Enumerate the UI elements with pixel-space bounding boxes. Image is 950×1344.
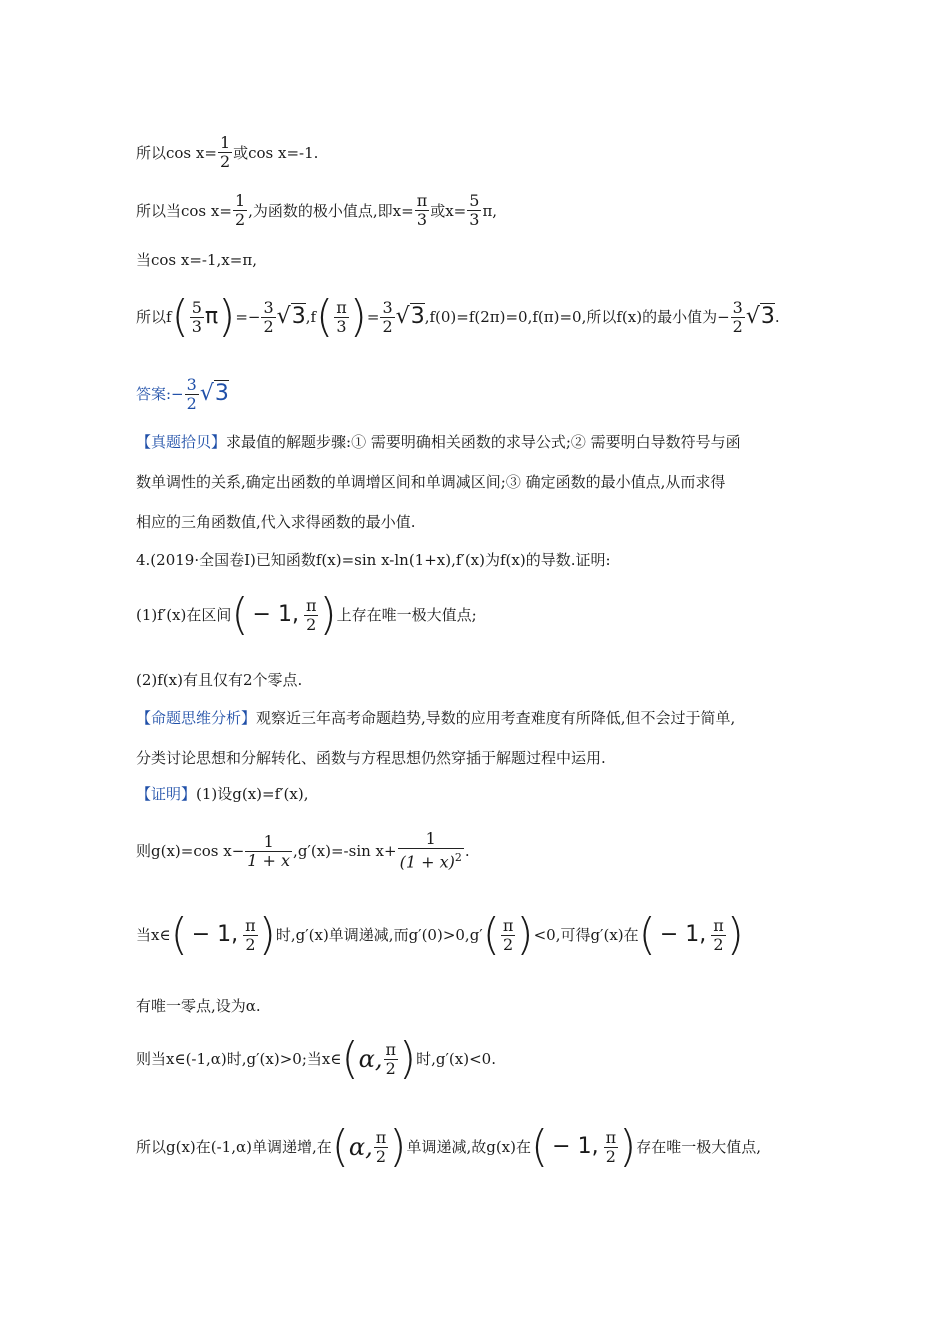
- text: ,g′(x)=-sin x+: [293, 842, 397, 860]
- fraction: $\frac{3}{2}$: [186, 374, 197, 413]
- fraction: $\frac{5}{3}$: [469, 191, 480, 229]
- text: 4.(2019·全国卷Ⅰ)已知函数f(x)=sin x-ln(1+x),f′(x)为f(x)的导数.证明:: [136, 551, 611, 569]
- text: 上存在唯一极大值点;: [336, 606, 477, 624]
- left-paren: (: [531, 1121, 549, 1172]
- text: .: [774, 308, 780, 326]
- right-paren: ): [218, 291, 236, 342]
- right-paren: ): [258, 909, 276, 960]
- text: 单调递减,故g(x)在: [406, 1138, 531, 1156]
- left-paren: (: [316, 291, 334, 342]
- proof-line-2: [136, 826, 850, 876]
- text: 时,g′(x)<0.: [416, 1050, 496, 1068]
- line-1: [136, 134, 850, 171]
- text: ,f(0)=f(2π)=0,f(π)=0,所以f(x)的最小值为−: [424, 308, 730, 326]
- alpha-symbol: α,: [358, 1045, 383, 1073]
- text: <0,可得g′(x)在: [533, 926, 639, 944]
- text: 当x∈: [136, 926, 171, 944]
- fraction: $\frac{\pi}{2}$: [245, 915, 256, 954]
- text: 所以f: [136, 308, 172, 326]
- right-paren: ): [726, 909, 744, 960]
- left-paren: (: [171, 291, 189, 342]
- fraction: $\frac{\pi}{3}$: [416, 191, 428, 229]
- sqrt: √3: [395, 304, 425, 329]
- text: 分类讨论思想和分解转化、函数与方程思想仍然穿插于解题过程中运用.: [136, 749, 606, 767]
- text: =: [366, 308, 380, 326]
- interval-start: − 1,: [252, 602, 299, 627]
- proof-tag: 【证明】: [136, 785, 197, 803]
- sqrt: √3: [276, 304, 306, 329]
- fraction: $\frac{3}{2}$: [382, 297, 393, 336]
- fraction: $\frac{1}{1 + x}$: [247, 831, 291, 870]
- text: 存在唯一极大值点,: [636, 1138, 762, 1156]
- text: (1)设g(x)=f′(x),: [196, 785, 309, 803]
- fraction: $\frac{\pi}{2}$: [713, 915, 724, 954]
- fraction: $\frac{1}{2}$: [219, 133, 231, 171]
- right-paren: ): [389, 1121, 407, 1172]
- tip-line-1: [136, 430, 850, 454]
- text: π,: [482, 201, 498, 220]
- analysis-line-1: [136, 706, 850, 730]
- interval-start: − 1,: [191, 922, 239, 947]
- proof-line-1: [136, 782, 850, 806]
- interval-start: − 1,: [552, 1134, 599, 1159]
- text: 观察近三年高考命题趋势,导数的应用考查难度有所降低,但不会过于简单,: [256, 709, 736, 727]
- question-4: [136, 548, 850, 572]
- fraction: $\frac{3}{2}$: [263, 297, 274, 336]
- line-2: [136, 192, 850, 229]
- left-paren: (: [170, 909, 188, 960]
- left-paren: (: [231, 589, 249, 640]
- text: ,f: [305, 308, 317, 326]
- proof-line-4: [136, 994, 850, 1018]
- tip-line-2: [136, 470, 850, 494]
- fraction: $\frac{\pi}{2}$: [305, 595, 317, 634]
- fraction: $\frac{1}{2}$: [234, 191, 246, 229]
- right-paren: ): [398, 1033, 417, 1084]
- proof-line-6: [136, 1122, 850, 1172]
- fraction: $\frac{3}{2}$: [732, 297, 743, 336]
- text: 所以当cos x=: [136, 201, 232, 220]
- sqrt: √3: [199, 381, 229, 406]
- question-4-part-1: [136, 589, 850, 640]
- proof-line-3: [136, 910, 850, 960]
- pi-symbol: π: [204, 304, 219, 329]
- interval-start: − 1,: [659, 922, 707, 947]
- answer-line: [136, 372, 850, 416]
- line-4: [136, 292, 850, 342]
- text: ,为函数的极小值点,即x=: [248, 201, 414, 220]
- right-paren: ): [319, 589, 337, 640]
- text: 相应的三角函数值,代入求得函数的最小值.: [136, 513, 416, 531]
- text: 求最值的解题步骤:① 需要明确相关函数的求导公式;② 需要明白导数符号与函: [226, 433, 741, 451]
- text: 则当x∈(-1,α)时,g′(x)>0;当x∈: [136, 1050, 342, 1068]
- fraction: $\frac{1}{(1 + x)^2}$: [399, 829, 462, 872]
- text: 数单调性的关系,确定出函数的单调增区间和单调减区间;③ 确定函数的最小值点,从而求得: [136, 473, 726, 491]
- text: 所以g(x)在(-1,α)单调递增,在: [136, 1138, 332, 1156]
- text: 或cos x=-1.: [233, 143, 319, 162]
- text: (2)f(x)有且仅有2个零点.: [136, 671, 303, 689]
- text: 时,g′(x)单调递减,而g′(0)>0,g′: [275, 926, 483, 944]
- right-paren: ): [349, 291, 367, 342]
- fraction: $\frac{\pi}{2}$: [385, 1039, 396, 1078]
- analysis-line-2: [136, 746, 850, 770]
- left-paren: (: [482, 909, 500, 960]
- proof-line-5: [136, 1034, 850, 1084]
- fraction: $\frac{\pi}{2}$: [605, 1127, 617, 1166]
- text: .: [464, 842, 470, 860]
- fraction: $\frac{5}{3}$: [191, 297, 202, 336]
- text: 或x=: [430, 201, 467, 220]
- text: 则g(x)=cos x−: [136, 842, 245, 860]
- tip-line-3: [136, 510, 850, 534]
- fraction: $\frac{\pi}{2}$: [502, 915, 514, 954]
- alpha-symbol: α,: [348, 1133, 373, 1161]
- text: =−: [235, 308, 261, 326]
- answer-label: 答案:−: [136, 385, 184, 403]
- sqrt: √3: [745, 304, 775, 329]
- tip-tag: 【真题拾贝】: [136, 433, 227, 451]
- right-paren: ): [619, 1121, 637, 1172]
- text: (1)f′(x)在区间: [136, 606, 232, 624]
- fraction: $\frac{\pi}{3}$: [336, 297, 347, 336]
- left-paren: (: [331, 1121, 349, 1172]
- question-4-part-2: [136, 668, 850, 692]
- text: 所以cos x=: [136, 143, 217, 162]
- analysis-tag: 【命题思维分析】: [136, 709, 257, 727]
- text: 当cos x=-1,x=π,: [136, 251, 257, 269]
- fraction: $\frac{\pi}{2}$: [375, 1127, 387, 1166]
- line-3: [136, 248, 850, 272]
- text: 有唯一零点,设为α.: [136, 997, 261, 1015]
- left-paren: (: [341, 1033, 359, 1084]
- right-paren: ): [516, 909, 534, 960]
- left-paren: (: [638, 909, 656, 960]
